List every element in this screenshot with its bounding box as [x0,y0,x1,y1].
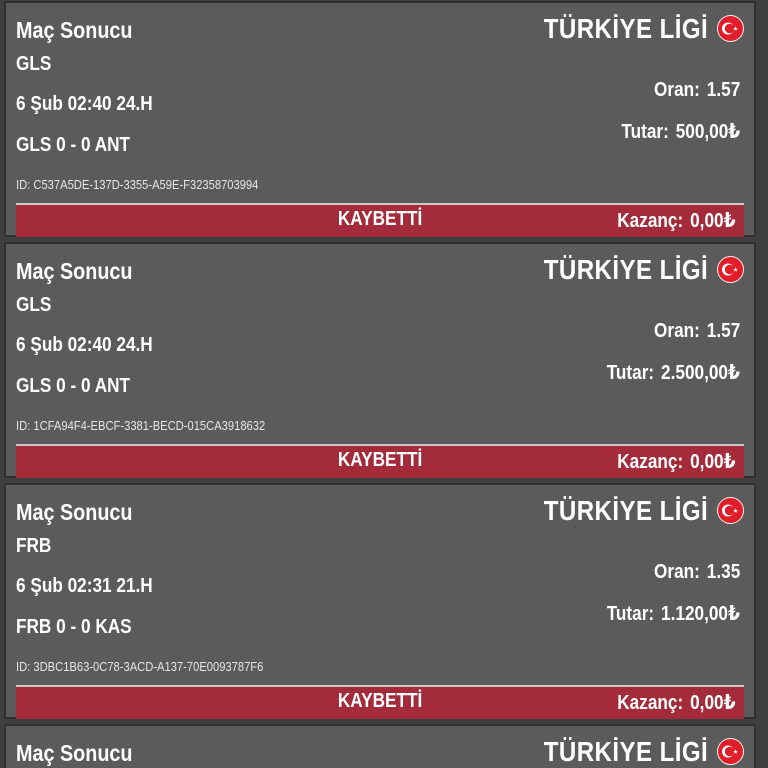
team-selection: GLS [16,53,52,75]
turkey-flag-icon [717,497,744,524]
turkey-flag-icon [717,256,744,283]
bet-card[interactable] [4,242,756,478]
status-text: KAYBETTİ [337,208,423,230]
match-score: FRB 0 - 0 KAS [16,616,132,638]
result-bar [16,203,744,237]
bet-id: ID: C537A5DE-137D-3355-A59E-F32358703994 [16,177,259,192]
stake-value: 500,00₺ [675,121,740,143]
odds-label: Oran: [653,320,700,342]
winnings-label: Kazanç: [617,692,684,714]
odds-row [654,79,740,102]
winnings-label: Kazanç: [617,210,684,232]
market-name: Maç Sonucu [16,499,133,525]
stake-value: 2.500,00₺ [661,362,740,384]
stake-row [621,119,740,144]
odds-row [654,320,740,343]
stake-row [607,360,740,385]
team-selection: FRB [16,535,52,557]
league-name: TÜRKİYE LİGİ [543,13,708,44]
match-time: 6 Şub 02:40 24.H [16,93,153,115]
league-name: TÜRKİYE LİGİ [543,254,708,285]
odds-label: Oran: [653,79,700,101]
winnings-value: 0,00₺ [690,692,736,714]
result-bar [16,685,744,719]
turkey-flag-icon [717,15,744,42]
team-selection: GLS [16,294,52,316]
bet-card[interactable] [4,724,756,768]
winnings-row [618,690,736,715]
league-name: TÜRKİYE LİGİ [543,736,708,767]
match-time: 6 Şub 02:31 21.H [16,575,153,597]
bet-id: ID: 1CFA94F4-EBCF-3381-BECD-015CA3918632 [16,418,266,433]
league-name: TÜRKİYE LİGİ [543,495,708,526]
bet-card[interactable] [4,483,756,719]
market-name: Maç Sonucu [16,740,133,766]
winnings-row [618,449,736,474]
stake-row [607,601,740,626]
stake-value: 1.120,00₺ [661,603,740,625]
odds-value: 1.57 [706,79,740,101]
odds-row [654,561,740,584]
stake-label: Tutar: [606,362,655,384]
turkey-flag-icon [717,738,744,765]
match-score: GLS 0 - 0 ANT [16,375,131,397]
market-name: Maç Sonucu [16,258,133,284]
market-name: Maç Sonucu [16,17,133,43]
winnings-label: Kazanç: [617,451,684,473]
result-bar [16,444,744,478]
winnings-row [618,208,736,233]
bet-card[interactable] [4,1,756,237]
match-score: GLS 0 - 0 ANT [16,134,131,156]
status-text: KAYBETTİ [337,449,423,471]
odds-label: Oran: [653,561,700,583]
stake-label: Tutar: [621,121,669,143]
winnings-value: 0,00₺ [690,451,736,473]
stake-label: Tutar: [606,603,655,625]
odds-value: 1.35 [706,561,740,583]
status-text: KAYBETTİ [337,690,423,712]
odds-value: 1.57 [706,320,740,342]
match-time: 6 Şub 02:40 24.H [16,334,153,356]
bet-id: ID: 3DBC1B63-0C78-3ACD-A137-70E0093787F6 [16,659,264,674]
winnings-value: 0,00₺ [690,210,736,232]
